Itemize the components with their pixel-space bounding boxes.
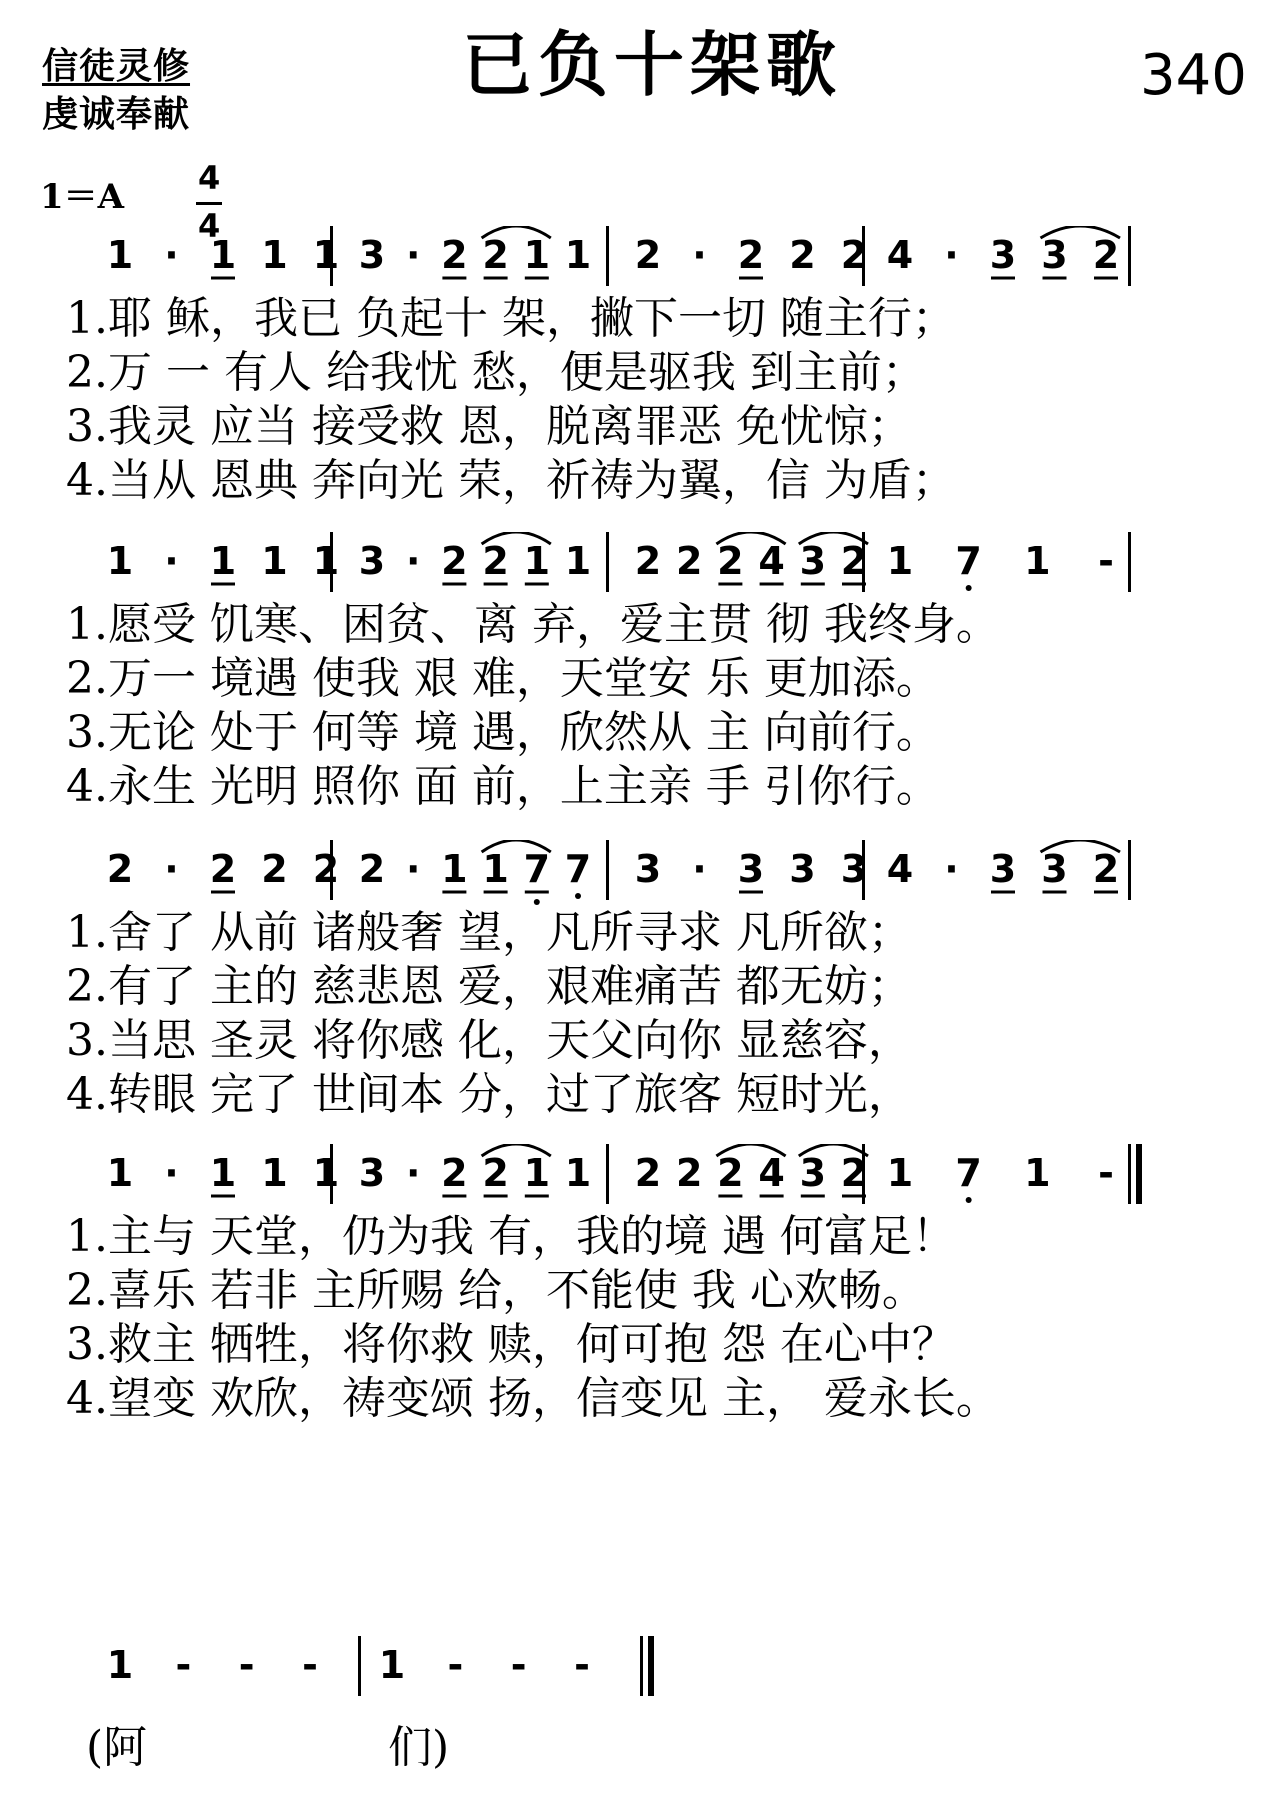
notation-line — [0, 1636, 1280, 1726]
note: 3 — [799, 1151, 827, 1195]
dot-mark: · — [164, 1151, 179, 1195]
lyric-line: 4.当从 恩典 奔向光 荣，祈祷为翼，信 为盾； — [66, 455, 956, 506]
note: 1 — [564, 539, 592, 583]
category-label-bottom: 虔诚奉献 — [42, 93, 191, 135]
note: 2 — [312, 847, 340, 891]
note: 4 — [758, 1151, 785, 1195]
dot-mark: · — [405, 847, 421, 891]
bar-line — [1128, 532, 1131, 592]
bar-line — [358, 1636, 361, 1696]
lyric-line: 1.耶 稣，我已 负起十 架，撇下一切 随主行； — [66, 293, 956, 344]
note: 2 — [358, 847, 386, 891]
bar-line — [1128, 226, 1131, 286]
note: 2 — [209, 847, 237, 891]
note: 3 — [358, 233, 386, 277]
key-signature: 1＝A — [40, 177, 125, 217]
category-label-top: 信徒灵修 — [42, 45, 191, 87]
bar-line — [640, 1636, 643, 1696]
lyric-line: 3.当思 圣灵 将你感 化，天父向你 显慈容， — [66, 1015, 912, 1066]
note: 7 — [955, 1151, 982, 1195]
bar-line — [606, 532, 609, 592]
note: 2 — [441, 539, 468, 583]
note: 1 — [106, 1151, 134, 1195]
bar-line — [606, 840, 609, 900]
lyric-line: 1.舍了 从前 诸般奢 望，凡所寻求 凡所欲； — [66, 907, 912, 958]
dot-mark: · — [405, 233, 421, 277]
note: 7 — [523, 847, 551, 891]
note: 3 — [1041, 847, 1068, 891]
note: 2 — [482, 233, 509, 277]
lyric-line: 2.万 一 有人 给我忧 愁，便是驱我 到主前； — [66, 347, 926, 398]
note: 1 — [312, 233, 340, 277]
lyric-line: 2.万一 境遇 使我 艰 难，天堂安 乐 更加添。 — [66, 653, 940, 704]
note: 1 — [441, 847, 468, 891]
note: 1 — [209, 539, 237, 583]
bar-line — [606, 1144, 609, 1204]
lyric-line: 3.救主 牺牲，将你救 赎，何可抱 怨 在心中？ — [66, 1319, 956, 1370]
note: 1 — [106, 233, 134, 277]
note: 2 — [675, 539, 703, 583]
dot-mark: · — [692, 847, 707, 891]
note: 7 — [955, 539, 982, 583]
note: 2 — [261, 847, 288, 891]
note: 1 — [523, 233, 551, 277]
note: 2 — [441, 1151, 468, 1195]
dot-mark: · — [944, 847, 959, 891]
note: 2 — [840, 233, 868, 277]
note: 1 — [261, 233, 288, 277]
note: 3 — [989, 233, 1017, 277]
lyric-line: 4.转眼 完了 世间本 分，过了旅客 短时光， — [66, 1069, 912, 1120]
note: 1 — [564, 233, 592, 277]
dot-mark: · — [944, 233, 959, 277]
note: 1 — [1024, 1151, 1051, 1195]
sustain-dash: - — [510, 1643, 527, 1687]
bar-line — [606, 226, 609, 286]
note: 3 — [634, 847, 662, 891]
hymn-title: 已负十架歌 — [462, 23, 842, 106]
sustain-dash: - — [447, 1643, 464, 1687]
note: 3 — [358, 1151, 386, 1195]
lyric-line: 2.喜乐 若非 主所赐 给，不能使 我 心欢畅。 — [66, 1265, 926, 1316]
amen-lyric-left: (阿 — [86, 1722, 148, 1773]
note: 2 — [482, 1151, 509, 1195]
note: 1 — [106, 1643, 134, 1687]
bar-line — [1136, 1144, 1142, 1204]
lyric-line: 2.有了 主的 慈悲恩 爱，艰难痛苦 都无妨； — [66, 961, 912, 1012]
sustain-dash: - — [1098, 539, 1114, 583]
dot-mark: · — [405, 1151, 421, 1195]
note: 7 — [564, 847, 592, 891]
lyric-line: 1.主与 天堂，仍为我 有，我的境 遇 何富足！ — [66, 1211, 956, 1262]
note: 1 — [378, 1643, 406, 1687]
dot-mark: · — [164, 847, 179, 891]
note: 1 — [312, 539, 340, 583]
note: 2 — [1092, 233, 1120, 277]
dot-mark: · — [692, 233, 707, 277]
bar-line — [648, 1636, 654, 1696]
lyric-line: 3.我灵 应当 接受救 恩，脱离罪恶 免忧惊； — [66, 401, 912, 452]
sustain-dash: - — [302, 1643, 318, 1687]
low-octave-dot — [966, 1197, 972, 1203]
note: 2 — [789, 233, 816, 277]
note: 1 — [106, 539, 134, 583]
note: 1 — [482, 847, 509, 891]
note: 1 — [523, 539, 551, 583]
note: 2 — [441, 233, 468, 277]
sustain-dash: - — [238, 1643, 255, 1687]
note: 3 — [1041, 233, 1068, 277]
note: 1 — [209, 233, 237, 277]
bar-line — [1128, 840, 1131, 900]
lyric-line: 1.愿受 饥寒、困贫、离 弃，爱主贯 彻 我终身。 — [66, 599, 1000, 650]
note: 4 — [886, 233, 914, 277]
sustain-dash: - — [1098, 1151, 1114, 1195]
bar-line — [1128, 1144, 1131, 1204]
note: 1 — [261, 539, 288, 583]
low-octave-dot — [575, 893, 581, 899]
lyric-line: 4.望变 欢欣，祷变颂 扬，信变见 主， 爱永长。 — [66, 1373, 1000, 1424]
hymn-number: 340 — [1140, 43, 1247, 108]
sustain-dash: - — [574, 1643, 590, 1687]
note: 1 — [209, 1151, 237, 1195]
note: 3 — [989, 847, 1017, 891]
note: 3 — [799, 539, 827, 583]
note: 2 — [634, 539, 662, 583]
note: 1 — [564, 1151, 592, 1195]
note: 2 — [840, 1151, 868, 1195]
lyric-line: 3.无论 处于 何等 境 遇，欣然从 主 向前行。 — [66, 707, 940, 758]
time-signature-denominator: 4 — [198, 207, 221, 245]
note: 4 — [758, 539, 785, 583]
dot-mark: · — [164, 539, 179, 583]
low-octave-dot — [966, 585, 972, 591]
note: 3 — [358, 539, 386, 583]
note: 1 — [523, 1151, 551, 1195]
sustain-dash: - — [175, 1643, 192, 1687]
note: 1 — [261, 1151, 288, 1195]
time-signature-numerator: 4 — [198, 159, 221, 197]
note: 1 — [312, 1151, 340, 1195]
note: 4 — [886, 847, 914, 891]
amen-lyric-right: 们) — [388, 1722, 450, 1773]
note: 1 — [886, 1151, 914, 1195]
dot-mark: · — [164, 233, 179, 277]
note: 2 — [840, 539, 868, 583]
note: 2 — [717, 1151, 744, 1195]
note: 1 — [886, 539, 914, 583]
note: 2 — [634, 233, 662, 277]
note: 2 — [482, 539, 509, 583]
note: 3 — [840, 847, 868, 891]
dot-mark: · — [405, 539, 421, 583]
note: 2 — [717, 539, 744, 583]
note: 3 — [737, 847, 765, 891]
note: 1 — [1024, 539, 1051, 583]
note: 2 — [634, 1151, 662, 1195]
note: 2 — [1092, 847, 1120, 891]
note: 2 — [106, 847, 134, 891]
time-signature-divider — [196, 202, 222, 205]
note: 2 — [675, 1151, 703, 1195]
note: 3 — [789, 847, 816, 891]
lyric-line: 4.永生 光明 照你 面 前，上主亲 手 引你行。 — [66, 761, 940, 812]
note: 2 — [737, 233, 765, 277]
